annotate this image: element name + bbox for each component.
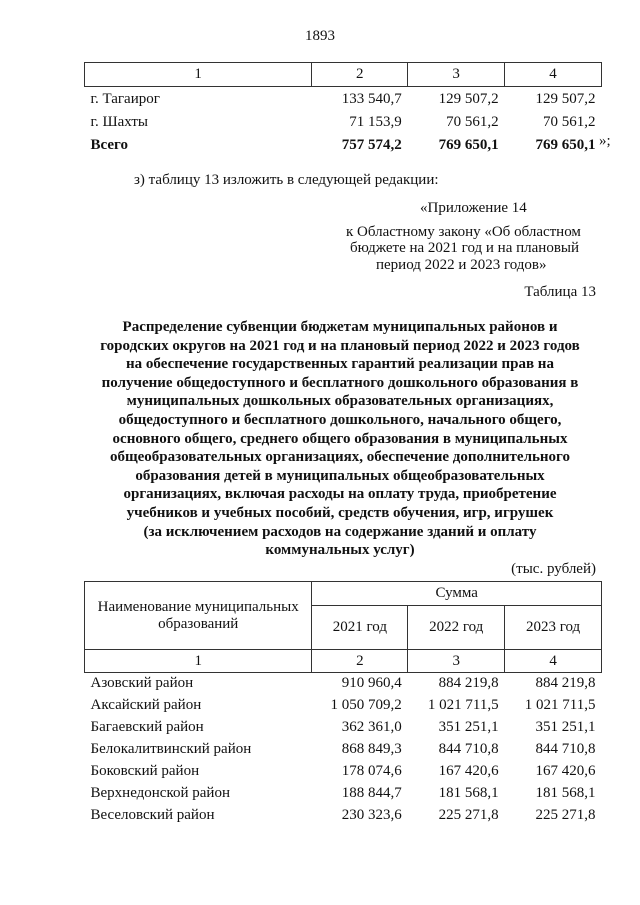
numbering-cell: 2 [312, 650, 408, 673]
table-row [85, 805, 602, 827]
row-name: Веселовский район [90, 807, 215, 823]
row-name: Боковский район [90, 763, 200, 779]
top-table-header [85, 63, 602, 87]
appendix-line-1: «Приложение 14 [420, 200, 527, 216]
page-number: 1893 [305, 28, 335, 44]
total-value: 769 650,1 [438, 137, 499, 153]
row-name: Багаевский район [90, 719, 204, 735]
row-name: Белокалитвинский район [90, 741, 252, 757]
numbering-row [85, 650, 602, 673]
row-name: г. Тагаирог [90, 90, 160, 107]
title-line: основного общего, среднего общего образования в муниципальных [112, 430, 568, 447]
row-value: 70 561,2 [446, 114, 499, 130]
total-label: Всего [90, 137, 128, 153]
row-value: 181 568,1 [438, 785, 499, 801]
total-suffix: »; [599, 133, 611, 149]
total-value: 769 650,1 [535, 137, 596, 153]
main-header-row [85, 582, 602, 606]
title-line: городских округов на 2021 год и на плановый период 2022 и 2023 годов [100, 337, 580, 354]
row-name: Верхнедонской район [90, 785, 230, 801]
row-value: 230 323,6 [341, 807, 402, 823]
header-cell: 2 [312, 63, 408, 87]
year-header: 2022 год [408, 606, 505, 650]
table-row [85, 783, 602, 805]
row-value: 71 153,9 [349, 114, 402, 130]
row-value: 225 271,8 [535, 807, 596, 823]
year-header: 2021 год [312, 606, 408, 650]
table-title [60, 318, 620, 560]
row-value: 181 568,1 [535, 785, 596, 801]
units-label: (тыс. рублей) [511, 561, 596, 577]
table-row [85, 761, 602, 783]
row-value: 868 849,3 [341, 741, 402, 757]
table-row [85, 717, 602, 739]
top-table [84, 62, 602, 158]
year-header: 2023 год [505, 606, 602, 650]
row-value: 351 251,1 [535, 719, 596, 735]
row-value: 167 420,6 [535, 763, 596, 779]
row-value: 1 050 709,2 [330, 697, 402, 713]
col-name-header: Наименование муниципальных образований [85, 582, 312, 650]
title-line: общеобразовательных организациях, обеспечение дополнительного [109, 449, 570, 466]
row-value: 1 021 711,5 [427, 697, 499, 713]
row-value: 225 271,8 [438, 807, 499, 823]
row-value: 1 021 711,5 [524, 697, 596, 713]
table-row [85, 87, 602, 112]
row-value: 910 960,4 [341, 675, 402, 692]
row-name: Азовский район [90, 675, 194, 692]
numbering-cell: 1 [85, 650, 312, 673]
title-line: коммунальных услуг) [265, 542, 415, 559]
numbering-cell: 3 [408, 650, 505, 673]
header-cell: 3 [408, 63, 505, 87]
total-value: 757 574,2 [341, 137, 402, 153]
row-value: 884 219,8 [438, 675, 499, 692]
row-value: 844 710,8 [438, 741, 499, 757]
instruction-text: з) таблицу 13 изложить в следующей редакции: [134, 172, 439, 188]
row-value: 362 361,0 [341, 719, 402, 735]
row-value: 188 844,7 [341, 785, 402, 801]
table-row [85, 673, 602, 695]
row-value: 844 710,8 [535, 741, 596, 757]
table-row [85, 739, 602, 761]
row-value: 178 074,6 [341, 763, 402, 779]
appendix-line-3: бюджете на 2021 год и на плановый [350, 240, 580, 256]
title-line: муниципальных дошкольных образовательных организациях, [126, 393, 554, 410]
row-value: 129 507,2 [438, 90, 499, 107]
col-sum-header: Сумма [312, 582, 602, 606]
title-line: получение общедоступного и бесплатного дошкольного образования в [101, 374, 579, 391]
title-line: образования детей в муниципальных общеобразовательных [135, 467, 545, 484]
header-cell: 4 [505, 63, 602, 87]
appendix-line-4: период 2022 и 2023 годов» [376, 257, 547, 273]
row-value: 70 561,2 [543, 114, 596, 130]
title-line: общедоступного и бесплатного дошкольного, начального общего, [118, 411, 562, 428]
numbering-cell: 4 [505, 650, 602, 673]
row-value: 167 420,6 [438, 763, 499, 779]
row-name: г. Шахты [90, 114, 149, 130]
title-line: Распределение субвенции бюджетам муниципальных районов и [122, 319, 558, 335]
title-line: на обеспечение государственных гарантий реализации прав на [126, 356, 554, 373]
table-row [85, 695, 602, 717]
table-row [85, 112, 602, 134]
title-line: учебников и учебных пособий, средств обучения, игр, игрушек [126, 504, 554, 521]
row-value: 351 251,1 [438, 719, 499, 735]
header-cell: 1 [85, 63, 312, 87]
table-label: Таблица 13 [524, 284, 596, 300]
main-table [84, 581, 602, 827]
appendix-line-2: к Областному закону «Об областном [346, 224, 581, 240]
row-value: 884 219,8 [535, 675, 596, 692]
title-line: (за исключением расходов на содержание зданий и оплату [143, 523, 537, 540]
row-value: 133 540,7 [341, 90, 402, 107]
total-row [85, 134, 602, 158]
row-value: 129 507,2 [535, 90, 596, 107]
title-line: организациях, включая расходы на оплату труда, приобретение [123, 486, 557, 503]
row-name: Аксайский район [90, 697, 202, 713]
